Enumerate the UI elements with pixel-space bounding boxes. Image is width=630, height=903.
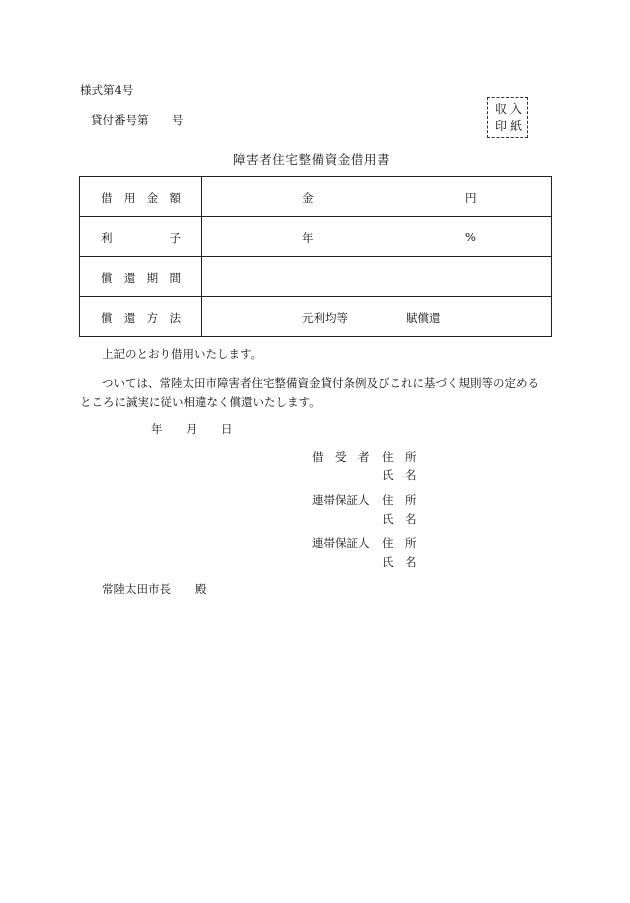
label-char: 利: [101, 231, 113, 245]
value-left: 元利均等: [302, 311, 348, 325]
stamp-char: 入: [510, 102, 523, 116]
guarantor-label: 連帯保証人: [312, 493, 370, 507]
label-char: 方: [146, 311, 159, 325]
revenue-stamp-box: [487, 97, 528, 138]
label-char: 子: [169, 231, 181, 245]
row-label-cell: [80, 257, 202, 297]
row-label-cell: [80, 217, 202, 257]
label-char: 用: [123, 191, 136, 205]
stamp-char: 収: [495, 102, 508, 116]
label-char: 額: [169, 191, 181, 205]
value-right: 賦償還: [406, 311, 441, 325]
label-char: 償: [101, 271, 113, 285]
row-label-cell: [80, 177, 202, 217]
repayment-clause-line2: ところに誠実に従い相違なく償還いたします。: [80, 395, 321, 409]
table-row: [80, 177, 552, 217]
name-label: 氏 名: [382, 468, 417, 482]
value-right: %: [465, 230, 476, 244]
row-value-cell: [202, 217, 552, 257]
repayment-clause-line1: ついては、常陸太田市障害者住宅整備資金貸付条例及びこれに基づく規則等の定める: [102, 376, 539, 390]
label-char: 法: [169, 311, 181, 325]
address-label: 住 所: [382, 450, 417, 464]
name-label: 氏 名: [382, 555, 417, 569]
value-left: 金: [302, 191, 314, 205]
value-left: 年: [302, 231, 314, 245]
address-label: 住 所: [382, 493, 417, 507]
row-label-cell: [80, 297, 202, 337]
document-title: 障害者住宅整備資金借用書: [233, 152, 391, 167]
addressee-name: 常陸太田市長: [102, 582, 171, 596]
table-row: [80, 257, 552, 297]
stamp-char: 印: [495, 119, 508, 133]
borrow-statement: 上記のとおり借用いたします。: [102, 347, 263, 361]
borrower-label: 借 受 者: [312, 450, 370, 464]
stamp-char: 紙: [510, 119, 523, 133]
row-value-cell: [202, 177, 552, 217]
table-row: [80, 217, 552, 257]
value-right: 円: [465, 191, 477, 205]
label-char: 還: [123, 311, 136, 325]
row-value-cell: [202, 257, 552, 297]
loan-number-prefix: 貸付番号第: [91, 113, 149, 127]
date-year: 年: [151, 422, 163, 436]
guarantor-label: 連帯保証人: [312, 536, 370, 550]
label-char: 還: [123, 271, 136, 285]
label-char: 期: [146, 271, 159, 285]
label-char: 借: [101, 191, 113, 205]
loan-number-suffix: 号: [172, 113, 184, 127]
label-char: 償: [101, 311, 113, 325]
loan-table: [79, 176, 552, 337]
date-month: 月: [186, 422, 198, 436]
name-label: 氏 名: [382, 512, 417, 526]
label-char: 金: [146, 191, 159, 205]
addressee-honorific: 殿: [195, 582, 207, 596]
date-day: 日: [221, 422, 233, 436]
address-label: 住 所: [382, 536, 417, 550]
table-row: [80, 297, 552, 337]
row-value-cell: [202, 297, 552, 337]
label-char: 間: [169, 271, 181, 285]
form-number: 様式第4号: [80, 83, 134, 97]
